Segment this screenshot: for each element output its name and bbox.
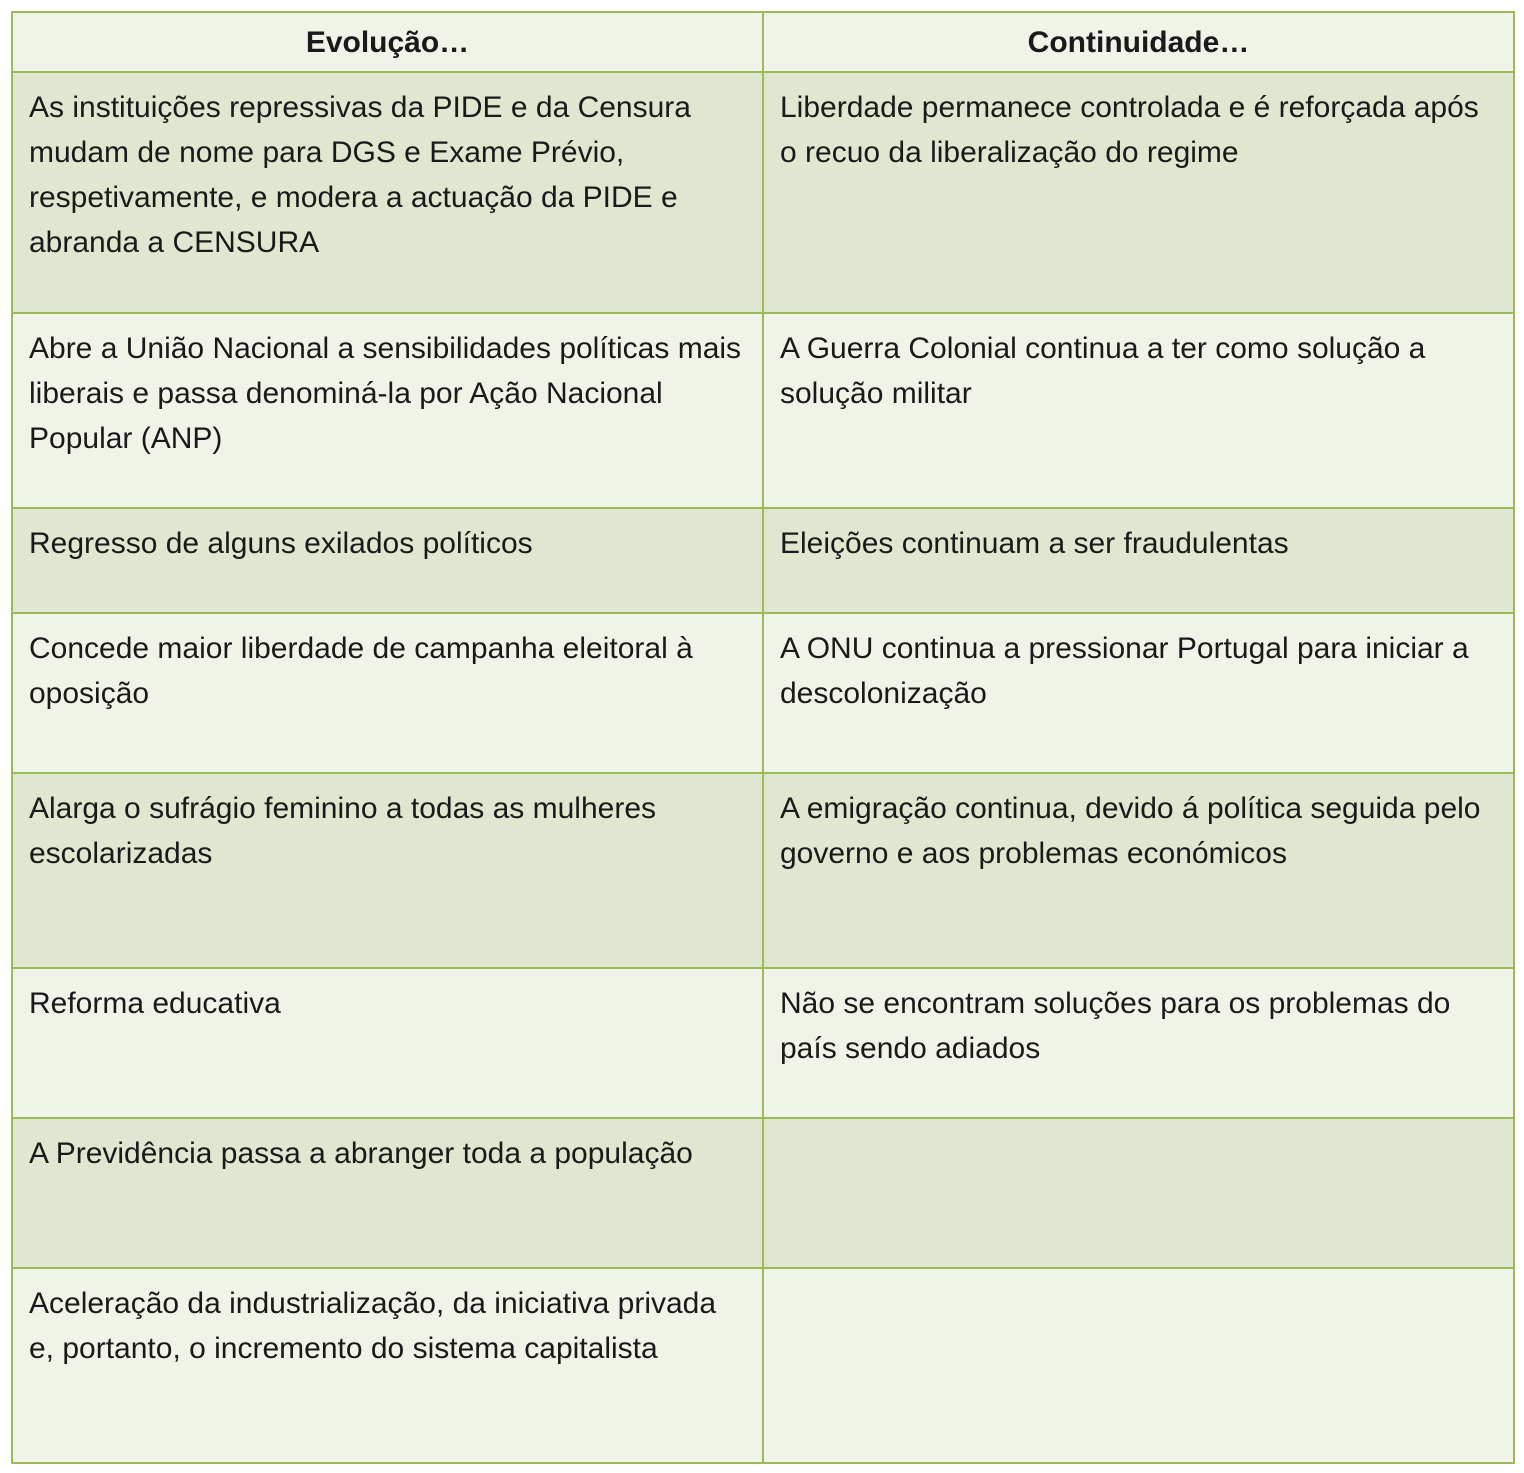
- table-row: [12, 613, 1514, 773]
- cell-evolucao: A Previdência passa a abranger toda a população: [12, 1118, 763, 1268]
- cell-evolucao: Reforma educativa: [12, 968, 763, 1118]
- cell-evolucao: Alarga o sufrágio feminino a todas as mulheres escolarizadas: [12, 773, 763, 968]
- cell-continuidade: A ONU continua a pressionar Portugal para iniciar a descolonização: [763, 613, 1514, 773]
- table-row: [12, 72, 1514, 313]
- cell-continuidade: [763, 1268, 1514, 1463]
- table-row: [12, 773, 1514, 968]
- cell-evolucao: Regresso de alguns exilados políticos: [12, 508, 763, 613]
- cell-evolucao: Aceleração da industrialização, da iniciativa privada e, portanto, o incremento do sistema capitalista: [12, 1268, 763, 1463]
- header-continuidade: Continuidade…: [763, 12, 1514, 72]
- table-row: [12, 508, 1514, 613]
- cell-continuidade: Eleições continuam a ser fraudulentas: [763, 508, 1514, 613]
- table-row: [12, 1268, 1514, 1463]
- cell-continuidade: A Guerra Colonial continua a ter como solução a solução militar: [763, 313, 1514, 508]
- cell-evolucao: Concede maior liberdade de campanha eleitoral à oposição: [12, 613, 763, 773]
- table-row: [12, 313, 1514, 508]
- table-row: [12, 1118, 1514, 1268]
- header-evolucao: Evolução…: [12, 12, 763, 72]
- cell-continuidade: Não se encontram soluções para os problemas do país sendo adiados: [763, 968, 1514, 1118]
- cell-continuidade: Liberdade permanece controlada e é reforçada após o recuo da liberalização do regime: [763, 72, 1514, 313]
- cell-continuidade: [763, 1118, 1514, 1268]
- header-row: [12, 12, 1514, 72]
- cell-evolucao: Abre a União Nacional a sensibilidades políticas mais liberais e passa denominá-la por Ação Nacional Popular (ANP): [12, 313, 763, 508]
- table-row: [12, 968, 1514, 1118]
- cell-continuidade: A emigração continua, devido á política seguida pelo governo e aos problemas económicos: [763, 773, 1514, 968]
- cell-evolucao: As instituições repressivas da PIDE e da Censura mudam de nome para DGS e Exame Prévio, respetivamente, e modera a actuação da PIDE e abranda a CENSURA: [12, 72, 763, 313]
- comparison-table: [11, 11, 1515, 1464]
